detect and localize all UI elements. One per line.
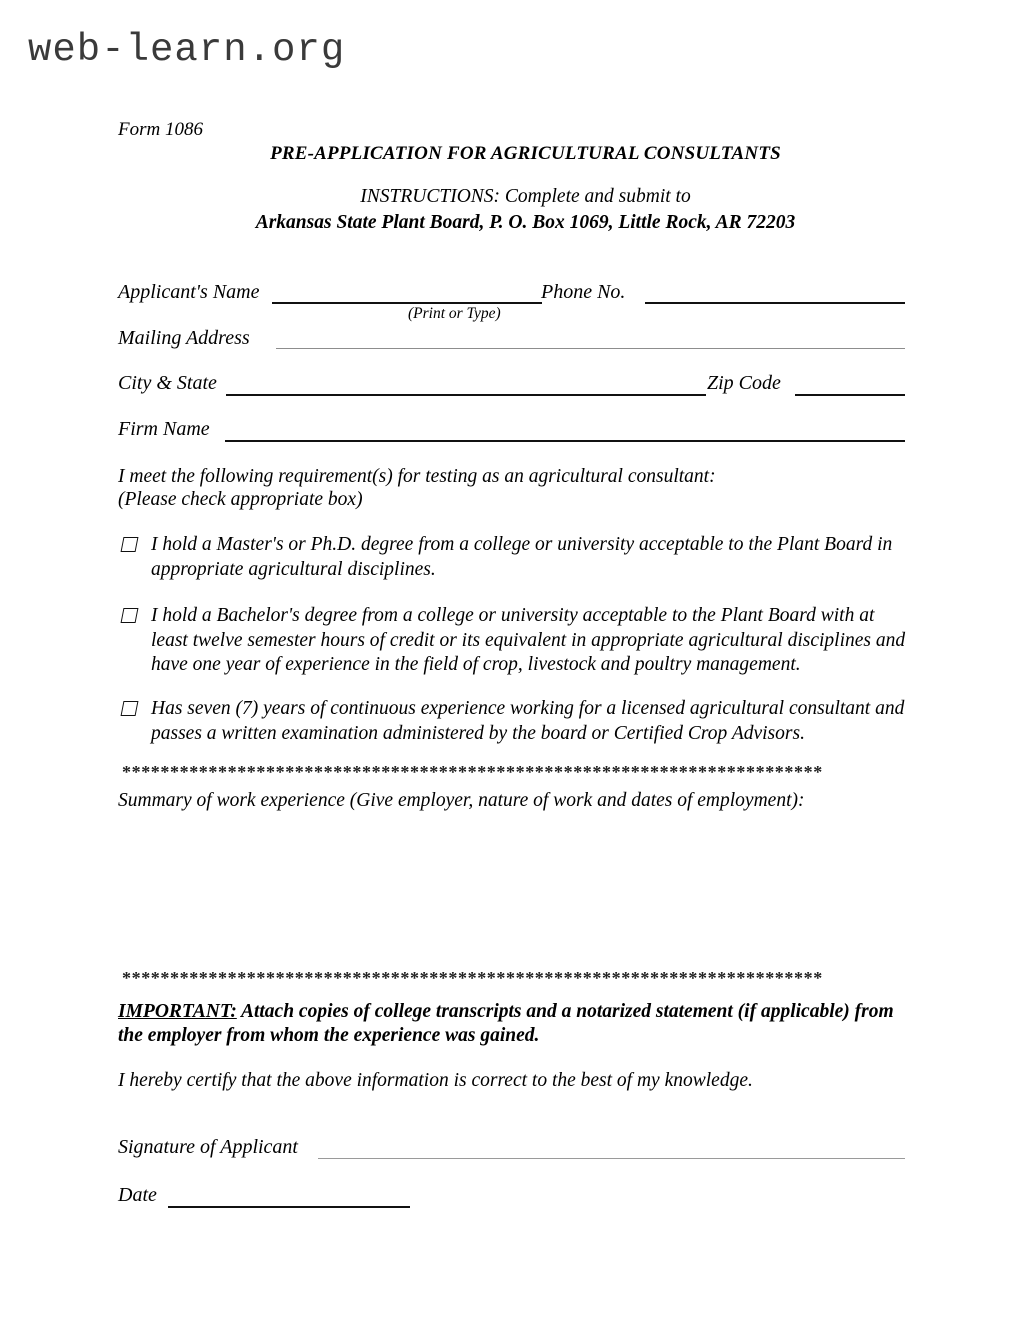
requirements-intro: I meet the following requirement(s) for testing as an agricultural consultant: (118, 466, 716, 487)
requirement-option-1[interactable] (118, 533, 908, 582)
requirement-option-1-label: I hold a Master's or Ph.D. degree from a college or university acceptable to the Plant Board in appropriate agricultural disciplines. (151, 534, 893, 580)
site-watermark: web-learn.org (28, 28, 346, 72)
requirement-option-2[interactable] (118, 604, 908, 678)
checkbox-icon[interactable] (121, 608, 139, 623)
requirements-check-instruction: (Please check appropriate box) (118, 489, 363, 510)
checkbox-icon[interactable] (121, 537, 139, 552)
zip-code-label: Zip Code (707, 372, 781, 394)
mailing-address-input[interactable] (276, 348, 905, 349)
city-state-label: City & State (118, 372, 217, 394)
signature-input[interactable] (318, 1158, 905, 1159)
date-input[interactable] (168, 1206, 410, 1208)
form-number: Form 1086 (118, 119, 203, 140)
requirement-option-2-label: I hold a Bachelor's degree from a college or university acceptable to the Plant Board with at least twelve semester hours of credit or its equivalent in appropriate agricultural disciplines and have one year of experience in the field of crop, livestock and poultry management. (151, 605, 906, 675)
divider-asterisks-bottom: ************************************************************************* (122, 968, 823, 988)
work-experience-input[interactable] (118, 818, 908, 963)
important-text: Attach copies of college transcripts and a notarized statement (if applicable) from the employer from whom the experience was gained. (118, 1001, 894, 1046)
page-title: PRE-APPLICATION FOR AGRICULTURAL CONSULTANTS (270, 143, 781, 164)
certification-statement: I hereby certify that the above information is correct to the best of my knowledge. (118, 1070, 753, 1091)
checkbox-icon[interactable] (121, 701, 139, 716)
applicant-name-label: Applicant's Name (118, 281, 260, 303)
requirement-option-3-label: Has seven (7) years of continuous experience working for a licensed agricultural consultant and passes a written examination administered by the board or Certified Crop Advisors. (151, 698, 905, 744)
date-label: Date (118, 1184, 157, 1206)
print-or-type-note: (Print or Type) (408, 305, 501, 322)
instructions-line-2: Arkansas State Plant Board, P. O. Box 1069, Little Rock, AR 72203 (255, 212, 796, 233)
instructions-line-1: INSTRUCTIONS: Complete and submit to (360, 186, 691, 207)
applicant-name-input[interactable] (272, 302, 542, 304)
firm-name-input[interactable] (225, 440, 905, 442)
phone-input[interactable] (645, 302, 905, 304)
city-state-input[interactable] (226, 394, 706, 396)
signature-label: Signature of Applicant (118, 1136, 298, 1158)
phone-label: Phone No. (541, 281, 626, 303)
work-experience-prompt: Summary of work experience (Give employer, nature of work and dates of employment): (118, 790, 805, 811)
requirement-option-3[interactable] (118, 697, 908, 746)
mailing-address-label: Mailing Address (118, 327, 250, 349)
important-keyword: IMPORTANT: (118, 1001, 237, 1022)
firm-name-label: Firm Name (118, 418, 210, 440)
zip-code-input[interactable] (795, 394, 905, 396)
important-notice (118, 1000, 908, 1048)
divider-asterisks-top: ************************************************************************* (122, 762, 823, 782)
